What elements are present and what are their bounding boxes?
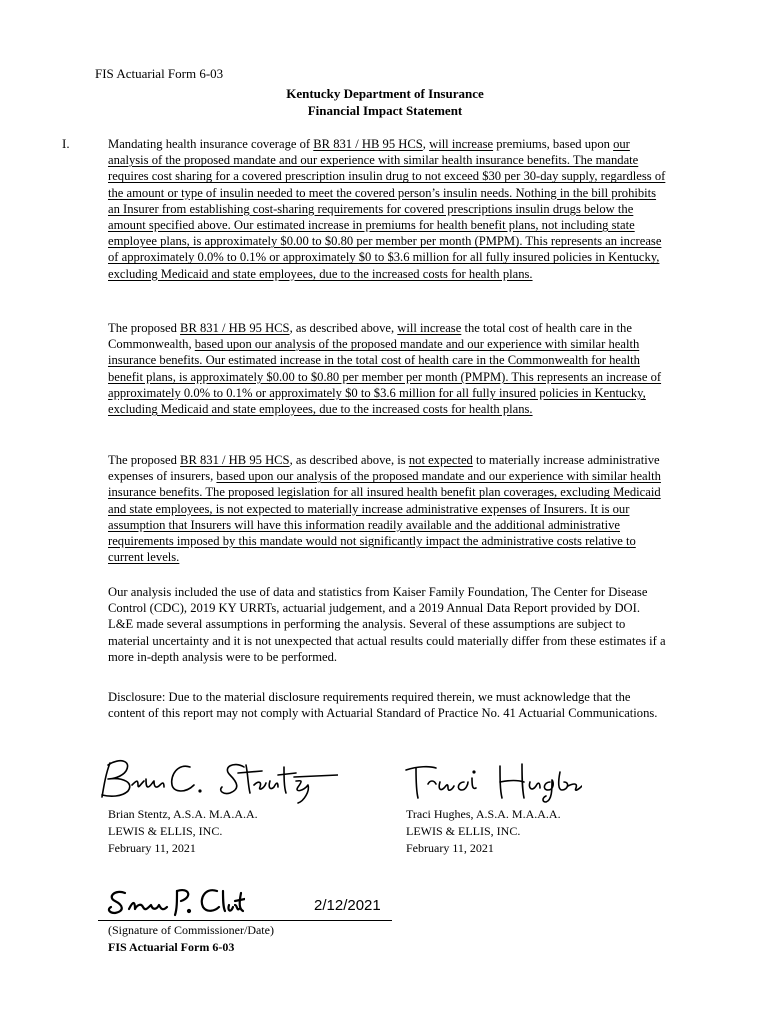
commissioner-block — [108, 922, 274, 956]
underlined-explanation: based upon our analysis of the proposed mandate and our experience with similar health insurance benefits. The proposed legislation for all insured health benefit plan coverages, excluding Medicaid and state employees, is not expected to materially increase administrative expenses of Insurers. It is our assumption that Insurers will have this information readily available and the additional administrative requirements imposed by this mandate would not significantly impact the administrative costs relative to current levels. — [108, 469, 661, 565]
hughes-date: February 11, 2021 — [406, 841, 494, 855]
bill-reference: BR 831 / HB 95 HCS — [180, 453, 290, 467]
total-cost-paragraph — [108, 320, 668, 417]
signature-line — [98, 920, 392, 921]
disclosure-paragraph: Disclosure: Due to the material disclosure requirements required therein, we must acknowledge that the content of this report may not comply with Actuarial Standard of Practice No. 41 Actuarial Communications. — [108, 690, 658, 721]
impact-phrase: not expected — [408, 453, 473, 467]
text-run: premiums, based upon — [493, 137, 614, 151]
hughes-name: Traci Hughes, A.S.A. M.A.A.A. — [406, 807, 561, 821]
bill-reference: BR 831 / HB 95 HCS — [180, 321, 290, 335]
stentz-signature — [98, 755, 338, 805]
text-run: the total cost of health care in the Commonwealth, — [108, 321, 632, 352]
stentz-date: February 11, 2021 — [108, 841, 196, 855]
text-run: The proposed — [108, 321, 181, 335]
footer-form-label: FIS Actuarial Form 6-03 — [108, 940, 235, 954]
administrative-expense-paragraph — [108, 452, 668, 565]
document-subtitle: Financial Impact Statement — [307, 103, 463, 118]
hughes-signature — [402, 760, 582, 804]
underlined-explanation: our analysis of the proposed mandate and our experience with similar health insurance benefits. The mandate requires cost sharing for a covered prescription insulin drug to not exceed $30 per 30-day supply, regardless of the amount or type of insulin needed to meet the covered person’s insulin needs. Nothing in the bill prohibits an Insurer from establishing cost-sharing requirements for covered prescriptions insulin drugs below the amount specified above. Our estimated increase in premiums for health benefit plans, not including state employee plans, is approximately $0.00 to $0.80 per member per month (PMPM). This represents an increase of approximately 0.0% to 0.1% or approximately $0 to $3.6 million for all fully insured policies in Kentucky, excluding Medicaid and state employees, due to the increased costs for health plans. — [108, 137, 666, 281]
commissioner-caption: (Signature of Commissioner/Date) — [108, 923, 274, 937]
text-run: , as described above, is — [289, 453, 409, 467]
text-run: to materially increase administrative expenses of insurers, — [108, 453, 660, 484]
commissioner-signature-date: 2/12/2021 — [314, 897, 381, 914]
section-number: I. — [62, 136, 70, 151]
commissioner-signature — [105, 883, 245, 917]
impact-phrase: will increase — [429, 137, 494, 151]
form-label: FIS Actuarial Form 6-03 — [95, 66, 224, 81]
text-run: , as described above, — [289, 321, 398, 335]
stentz-company: LEWIS & ELLIS, INC. — [108, 824, 223, 838]
hughes-company: LEWIS & ELLIS, INC. — [406, 824, 521, 838]
analysis-paragraph: Our analysis included the use of data and statistics from Kaiser Family Foundation, The Center for Disease Control (CDC), 2019 KY URRTs, actuarial judgement, and a 2019 Annual Data Report provided by DOI. L&E made several assumptions in performing the analysis. Several of these assumptions are subject to material uncertainty and it is not unexpected that actual results could materially differ from these estimates if a more in-depth analysis were to be performed. — [108, 585, 666, 664]
document-title: Kentucky Department of Insurance — [286, 86, 484, 101]
bill-reference: BR 831 / HB 95 HCS — [313, 137, 423, 151]
premium-impact-paragraph — [108, 136, 668, 282]
text-run: The proposed — [108, 453, 181, 467]
impact-phrase: will increase — [397, 321, 462, 335]
text-run: , — [422, 137, 430, 151]
text-run: Mandating health insurance coverage of — [108, 137, 314, 151]
hughes-signature-block — [406, 806, 561, 857]
stentz-name: Brian Stentz, A.S.A. M.A.A.A. — [108, 807, 258, 821]
stentz-signature-block — [108, 806, 258, 857]
underlined-explanation: based upon our analysis of the proposed mandate and our experience with similar health insurance benefits. Our estimated increase in the total cost of health care in the Commonwealth for health benefit plans, is approximately $0.00 to $0.80 per member per month (PMPM). This represents an increase of approximately 0.0% to 0.1% or approximately $0 to $3.6 million for all fully insured policies in Kentucky, excluding Medicaid and state employees, due to the increased costs for health plans. — [108, 337, 662, 417]
